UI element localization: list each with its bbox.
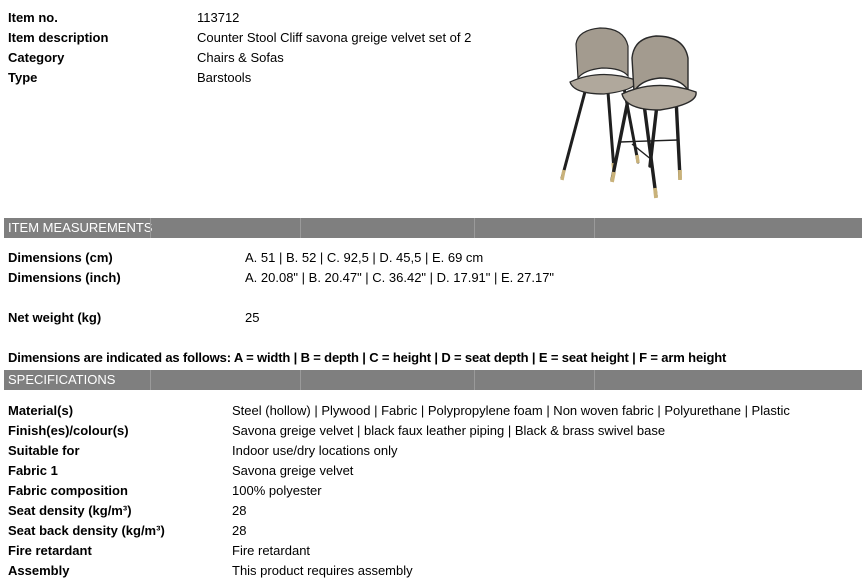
item-no-value: 113712 (197, 10, 240, 25)
spec-value: Indoor use/dry locations only (232, 443, 398, 458)
dimensions-cm-label: Dimensions (cm) (8, 250, 113, 265)
spec-label: Seat back density (kg/m³) (8, 523, 165, 538)
item-description-value: Counter Stool Cliff savona greige velvet set of 2 (197, 30, 472, 45)
net-weight-label: Net weight (kg) (8, 310, 102, 325)
dimensions-cm-value: A. 51 | B. 52 | C. 92,5 | D. 45,5 | E. 69 cm (245, 250, 484, 265)
specifications-title: SPECIFICATIONS (8, 372, 116, 387)
category-label: Category (8, 50, 65, 65)
dimensions-inch-value: A. 20.08" | B. 20.47" | C. 36.42" | D. 17.91" | E. 27.17" (245, 270, 555, 285)
spec-label: Seat density (kg/m³) (8, 503, 132, 518)
spec-value: Steel (hollow) | Plywood | Fabric | Polypropylene foam | Non woven fabric | Polyurethane | Plastic (232, 403, 790, 418)
type-label: Type (8, 70, 38, 85)
spec-value: 28 (232, 503, 247, 518)
dimensions-legend: Dimensions are indicated as follows: A = width | B = depth | C = height | D = seat depth | E = seat height | F = arm height (8, 350, 727, 365)
spec-value: 100% polyester (232, 483, 322, 498)
spec-label: Fabric composition (8, 483, 128, 498)
spec-value: Savona greige velvet | black faux leather piping | Black & brass swivel base (232, 423, 666, 438)
dimensions-inch-label: Dimensions (inch) (8, 270, 121, 285)
barstool-pair-image (548, 20, 748, 210)
spec-label: Material(s) (8, 403, 74, 418)
type-value: Barstools (197, 70, 252, 85)
spec-label: Assembly (8, 563, 70, 578)
spec-value: Savona greige velvet (232, 463, 354, 478)
item-measurements-title: ITEM MEASUREMENTS (8, 220, 153, 235)
back-stool-backrest (576, 28, 628, 78)
spec-value: This product requires assembly (232, 563, 413, 578)
spec-label: Finish(es)/colour(s) (8, 423, 129, 438)
specifications-header (4, 370, 862, 390)
front-stool-legs (612, 96, 680, 196)
spec-label: Fabric 1 (8, 463, 58, 478)
front-stool-seat (622, 85, 696, 110)
item-measurements-header (4, 218, 862, 238)
back-stool-seat (570, 74, 636, 94)
front-stool-backrest (632, 36, 688, 92)
item-no-label: Item no. (8, 10, 58, 25)
category-value: Chairs & Sofas (197, 50, 284, 65)
spec-label: Suitable for (8, 443, 80, 458)
spec-value: 28 (232, 523, 247, 538)
net-weight-value: 25 (245, 310, 260, 325)
spec-label: Fire retardant (8, 543, 92, 558)
item-description-label: Item description (8, 30, 109, 45)
spec-value: Fire retardant (232, 543, 311, 558)
